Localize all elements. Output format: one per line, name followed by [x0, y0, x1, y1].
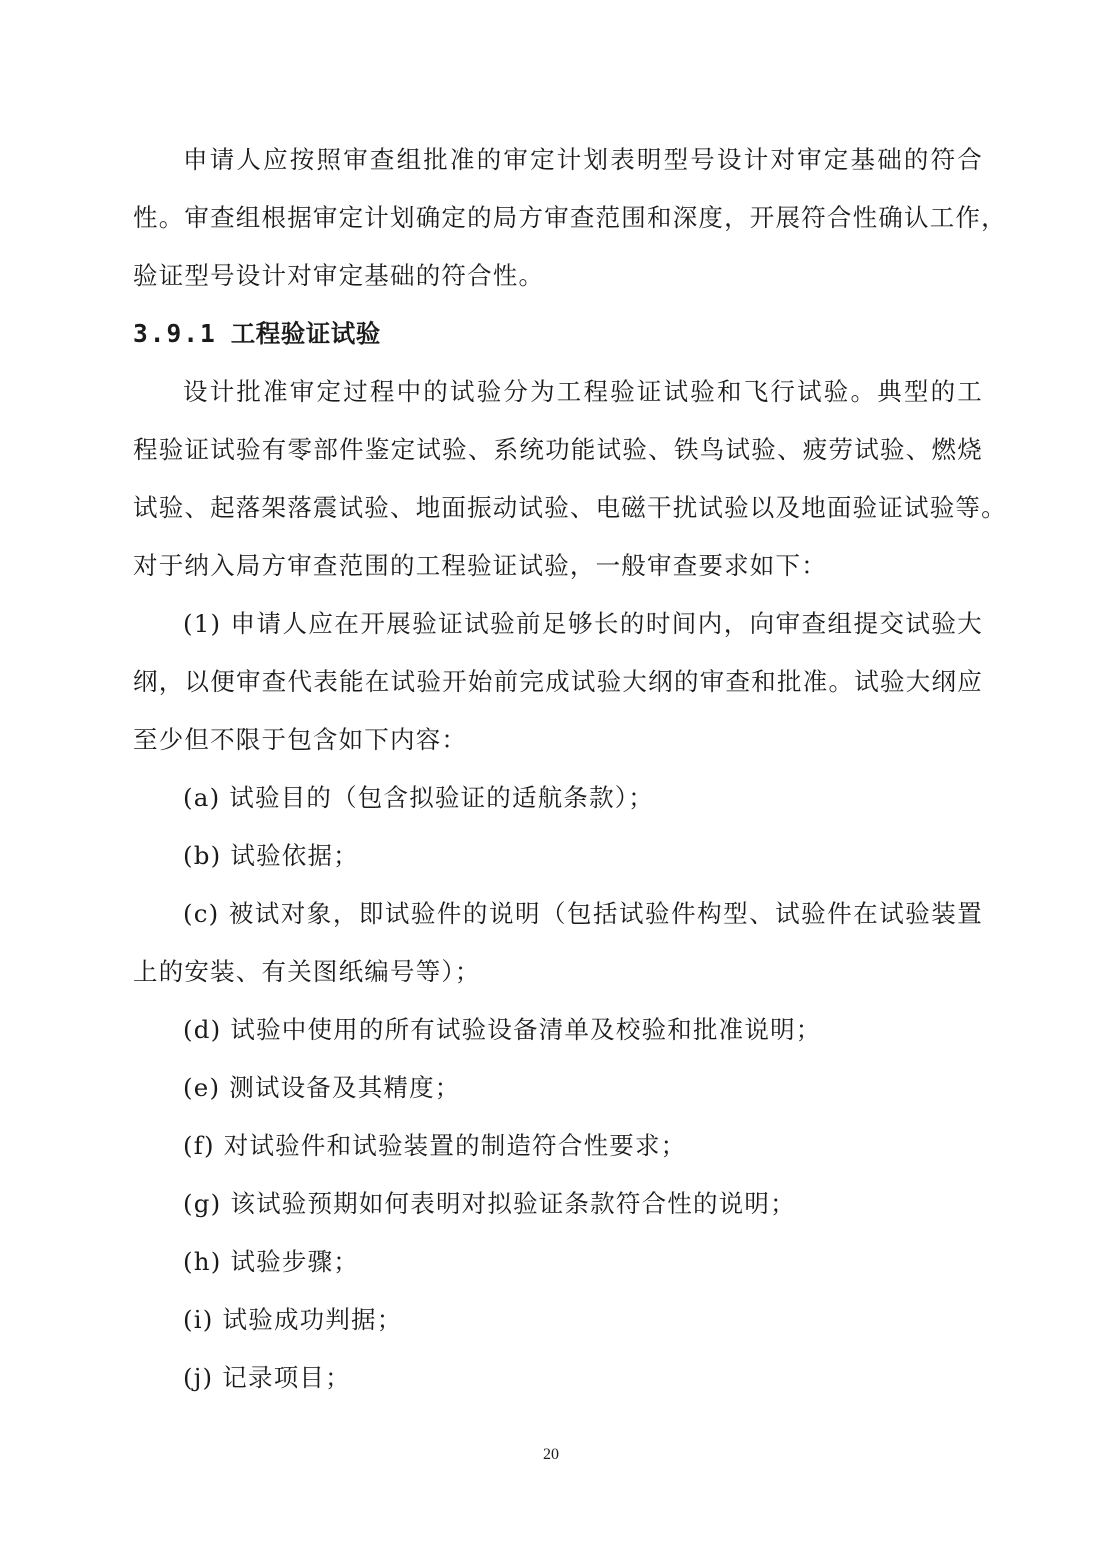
page-number: 20 — [543, 1446, 559, 1463]
list-item: (j) 记录项目； — [183, 1363, 351, 1392]
paragraph-line: 至少但不限于包含如下内容： — [133, 725, 468, 754]
list-item: (c) 被试对象，即试验件的说明（包括试验件构型、试验件在试验装置 — [183, 899, 983, 928]
list-item: (g) 该试验预期如何表明对拟验证条款符合性的说明； — [183, 1189, 796, 1218]
paragraph-line: 纲，以便审查代表能在试验开始前完成试验大纲的审查和批准。试验大纲应 — [133, 667, 983, 696]
list-item: (a) 试验目的（包含拟验证的适航条款）； — [183, 783, 654, 812]
paragraph-line: 申请人应按照审查组批准的审定计划表明型号设计对审定基础的符合 — [183, 145, 983, 174]
list-item: (d) 试验中使用的所有试验设备清单及校验和批准说明； — [183, 1015, 822, 1044]
list-item: (i) 试验成功判据； — [183, 1305, 403, 1334]
list-item: (h) 试验步骤； — [183, 1247, 359, 1276]
list-item-continuation: 上的安装、有关图纸编号等）； — [133, 957, 481, 986]
paragraph-line: 性。审查组根据审定计划确定的局方审查范围和深度，开展符合性确认工作， — [133, 203, 1007, 232]
section-heading — [133, 317, 381, 351]
list-item: (b) 试验依据； — [183, 841, 359, 870]
list-item: (e) 测试设备及其精度； — [183, 1073, 461, 1102]
paragraph-line: 验证型号设计对审定基础的符合性。 — [133, 261, 545, 290]
paragraph-line: 对于纳入局方审查范围的工程验证试验，一般审查要求如下： — [133, 551, 827, 580]
section-number: 3.9.1 — [133, 319, 217, 348]
list-item: (f) 对试验件和试验装置的制造符合性要求； — [183, 1131, 687, 1160]
paragraph-line: 设计批准审定过程中的试验分为工程验证试验和飞行试验。典型的工 — [183, 377, 983, 406]
paragraph-line: (1) 申请人应在开展验证试验前足够长的时间内，向审查组提交试验大 — [183, 609, 983, 638]
section-title: 工程验证试验 — [230, 319, 381, 348]
paragraph-line: 试验、起落架落震试验、地面振动试验、电磁干扰试验以及地面验证试验等。 — [133, 493, 1007, 522]
paragraph-line: 程验证试验有零部件鉴定试验、系统功能试验、铁鸟试验、疲劳试验、燃烧 — [133, 435, 983, 464]
